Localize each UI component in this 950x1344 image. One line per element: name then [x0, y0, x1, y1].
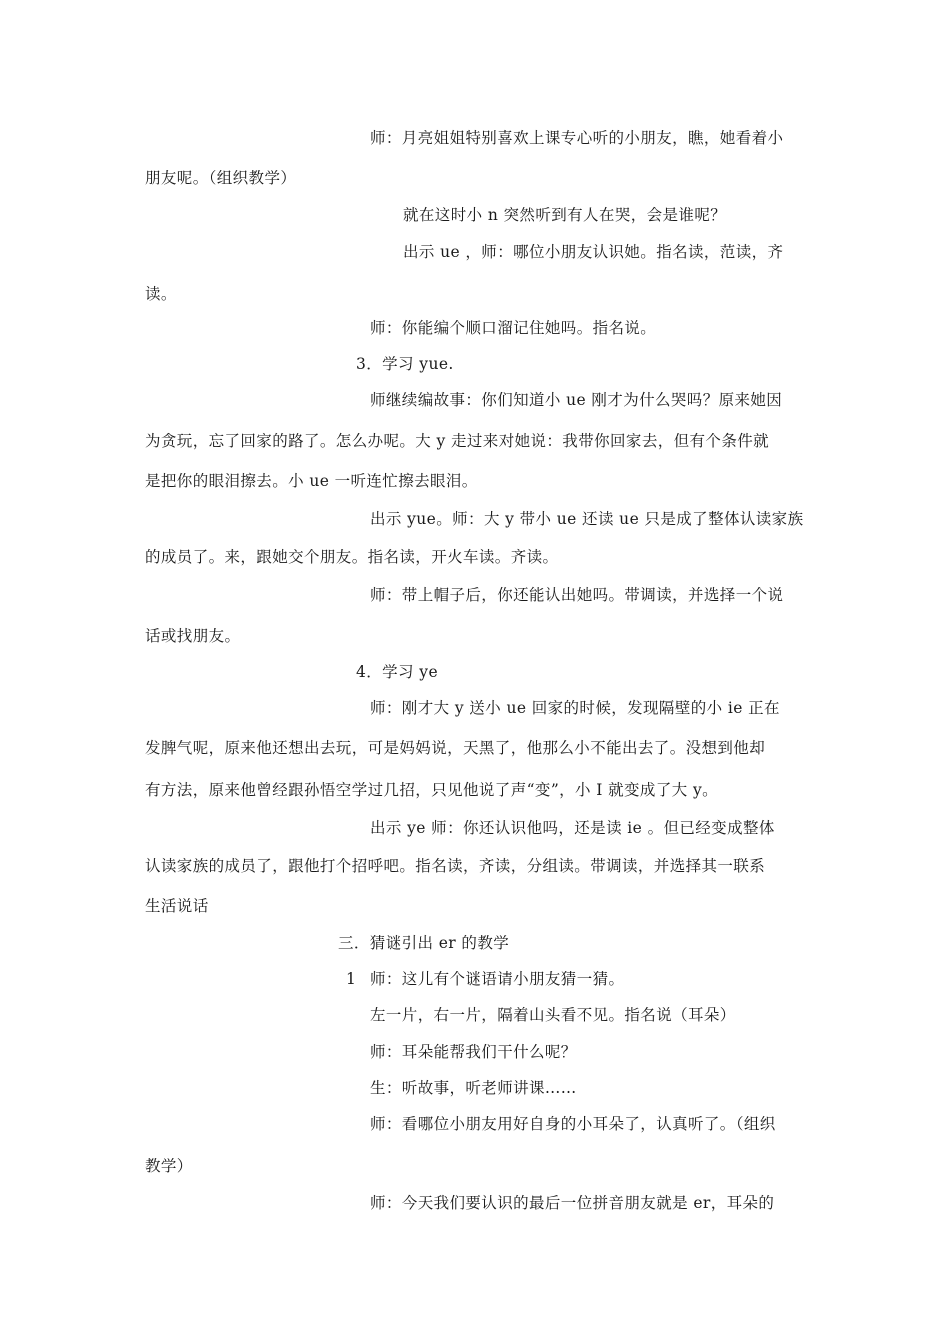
paragraph-line: 师：带上帽子后，你还能认出她吗。带调读，并选择一个说 — [370, 586, 784, 604]
paragraph-line: 读。 — [145, 285, 177, 303]
section-heading: 4．学习 ye — [356, 663, 439, 681]
paragraph-line: 认读家族的成员了，跟他打个招呼吧。指名读，齐读，分组读。带调读，并选择其一联系 — [145, 857, 766, 875]
section-heading: 三．猜谜引出 er 的教学 — [338, 934, 510, 952]
paragraph-line: 出示 ue ，师：哪位小朋友认识她。指名读，范读，齐 — [403, 243, 784, 261]
paragraph-line: 左一片，右一片，隔着山头看不见。指名说（耳朵） — [370, 1006, 736, 1024]
paragraph-line: 生活说话 — [145, 897, 209, 915]
paragraph-line: 话或找朋友。 — [145, 627, 241, 645]
section-heading: 3．学习 yue. — [356, 355, 454, 373]
paragraph-line: 生：听故事，听老师讲课…… — [370, 1079, 577, 1097]
paragraph-line: 发脾气呢，原来他还想出去玩，可是妈妈说，天黑了，他那么小不能出去了。没想到他却 — [145, 739, 766, 757]
paragraph-line: 师：刚才大 y 送小 ue 回家的时候，发现隔壁的小 ie 正在 — [370, 699, 780, 717]
paragraph-line: 师：这儿有个谜语请小朋友猜一猜。 — [370, 970, 625, 988]
paragraph-line: 为贪玩，忘了回家的路了。怎么办呢。大 y 走过来对她说：我带你回家去，但有个条件就 — [145, 432, 770, 450]
paragraph-line: 出示 ye 师：你还认识他吗，还是读 ie 。但已经变成整体 — [370, 819, 775, 837]
paragraph-line: 是把你的眼泪擦去。小 ue 一听连忙擦去眼泪。 — [145, 472, 478, 490]
paragraph-line: 师：你能编个顺口溜记住她吗。指名说。 — [370, 319, 657, 337]
paragraph-line: 师：月亮姐姐特别喜欢上课专心听的小朋友，瞧，她看着小 — [370, 129, 784, 147]
paragraph-line: 有方法，原来他曾经跟孙悟空学过几招，只见他说了声“变”，小 I 就变成了大 y。 — [145, 781, 719, 799]
paragraph-line: 师：看哪位小朋友用好自身的小耳朵了，认真听了。（组织 — [370, 1115, 776, 1133]
paragraph-line: 的成员了。来，跟她交个朋友。指名读，开火车读。齐读。 — [145, 548, 559, 566]
paragraph-line: 朋友呢。（组织教学） — [145, 169, 297, 187]
paragraph-line: 就在这时小 n 突然听到有人在哭，会是谁呢？ — [403, 206, 727, 224]
paragraph-line: 师：耳朵能帮我们干什么呢？ — [370, 1043, 577, 1061]
paragraph-line: 师继续编故事：你们知道小 ue 刚才为什么哭吗？原来她因 — [370, 391, 783, 409]
paragraph-line: 教学） — [145, 1157, 193, 1175]
paragraph-line: 师：今天我们要认识的最后一位拼音朋友就是 er，耳朵的 — [370, 1194, 775, 1212]
list-number: 1 — [346, 970, 357, 988]
paragraph-line: 出示 yue。师：大 y 带小 ue 还读 ue 只是成了整体认读家族 — [370, 510, 804, 528]
